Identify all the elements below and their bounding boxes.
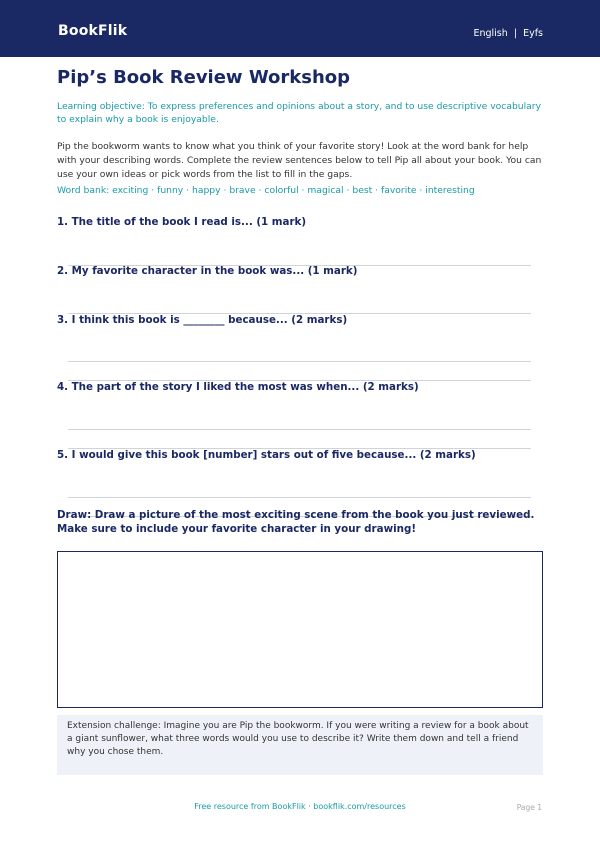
site-header <box>0 0 600 57</box>
extension-challenge: Extension challenge: Imagine you are Pip the bookworm. If you were writing a review for a book about a giant sunflower, what three words would you use to describe it? Write them down and tell a friend why you chose them. <box>57 715 543 775</box>
question-4: 4. The part of the story I liked the most was when... (2 marks) <box>57 381 419 393</box>
header-meta <box>473 28 543 39</box>
footer-credit[interactable]: Free resource from BookFlik · bookflik.com/resources <box>194 802 406 811</box>
meta-separator: | <box>513 28 518 39</box>
question-2: 2. My favorite character in the book was... (1 mark) <box>57 265 358 277</box>
language-label[interactable]: English <box>473 28 508 39</box>
question-5: 5. I would give this book [number] stars out of five because... (2 marks) <box>57 449 476 461</box>
drawing-area[interactable] <box>57 551 543 708</box>
learning-objective: Learning objective: To express preferences and opinions about a story, and to use descriptive vocabulary to explain why a book is enjoyable. <box>57 101 542 125</box>
question-1: 1. The title of the book I read is... (1 mark) <box>57 216 307 228</box>
page-title: Pip’s Book Review Workshop <box>57 67 351 88</box>
answer-line[interactable] <box>68 429 531 430</box>
brand-logo[interactable]: BookFlik <box>58 23 128 39</box>
intro-text: Pip the bookworm wants to know what you think of your favorite story! Look at the word bank for help with your describing words. Complete the review sentences below to tell Pip all about your book. You can use your own ideas or pick words from the list to fill in the gaps. <box>57 141 542 180</box>
page-number: Page 1 <box>516 803 542 812</box>
level-label[interactable]: Eyfs <box>523 28 543 39</box>
answer-line[interactable] <box>68 361 531 362</box>
question-3: 3. I think this book is ________ because... (2 marks) <box>57 314 348 326</box>
word-bank: Word bank: exciting · funny · happy · brave · colorful · magical · best · favorite · interesting <box>57 185 475 196</box>
answer-line[interactable] <box>68 497 531 498</box>
draw-prompt: Draw: Draw a picture of the most exciting scene from the book you just reviewed. Make sure to include your favorite character in your drawing! <box>57 509 535 535</box>
